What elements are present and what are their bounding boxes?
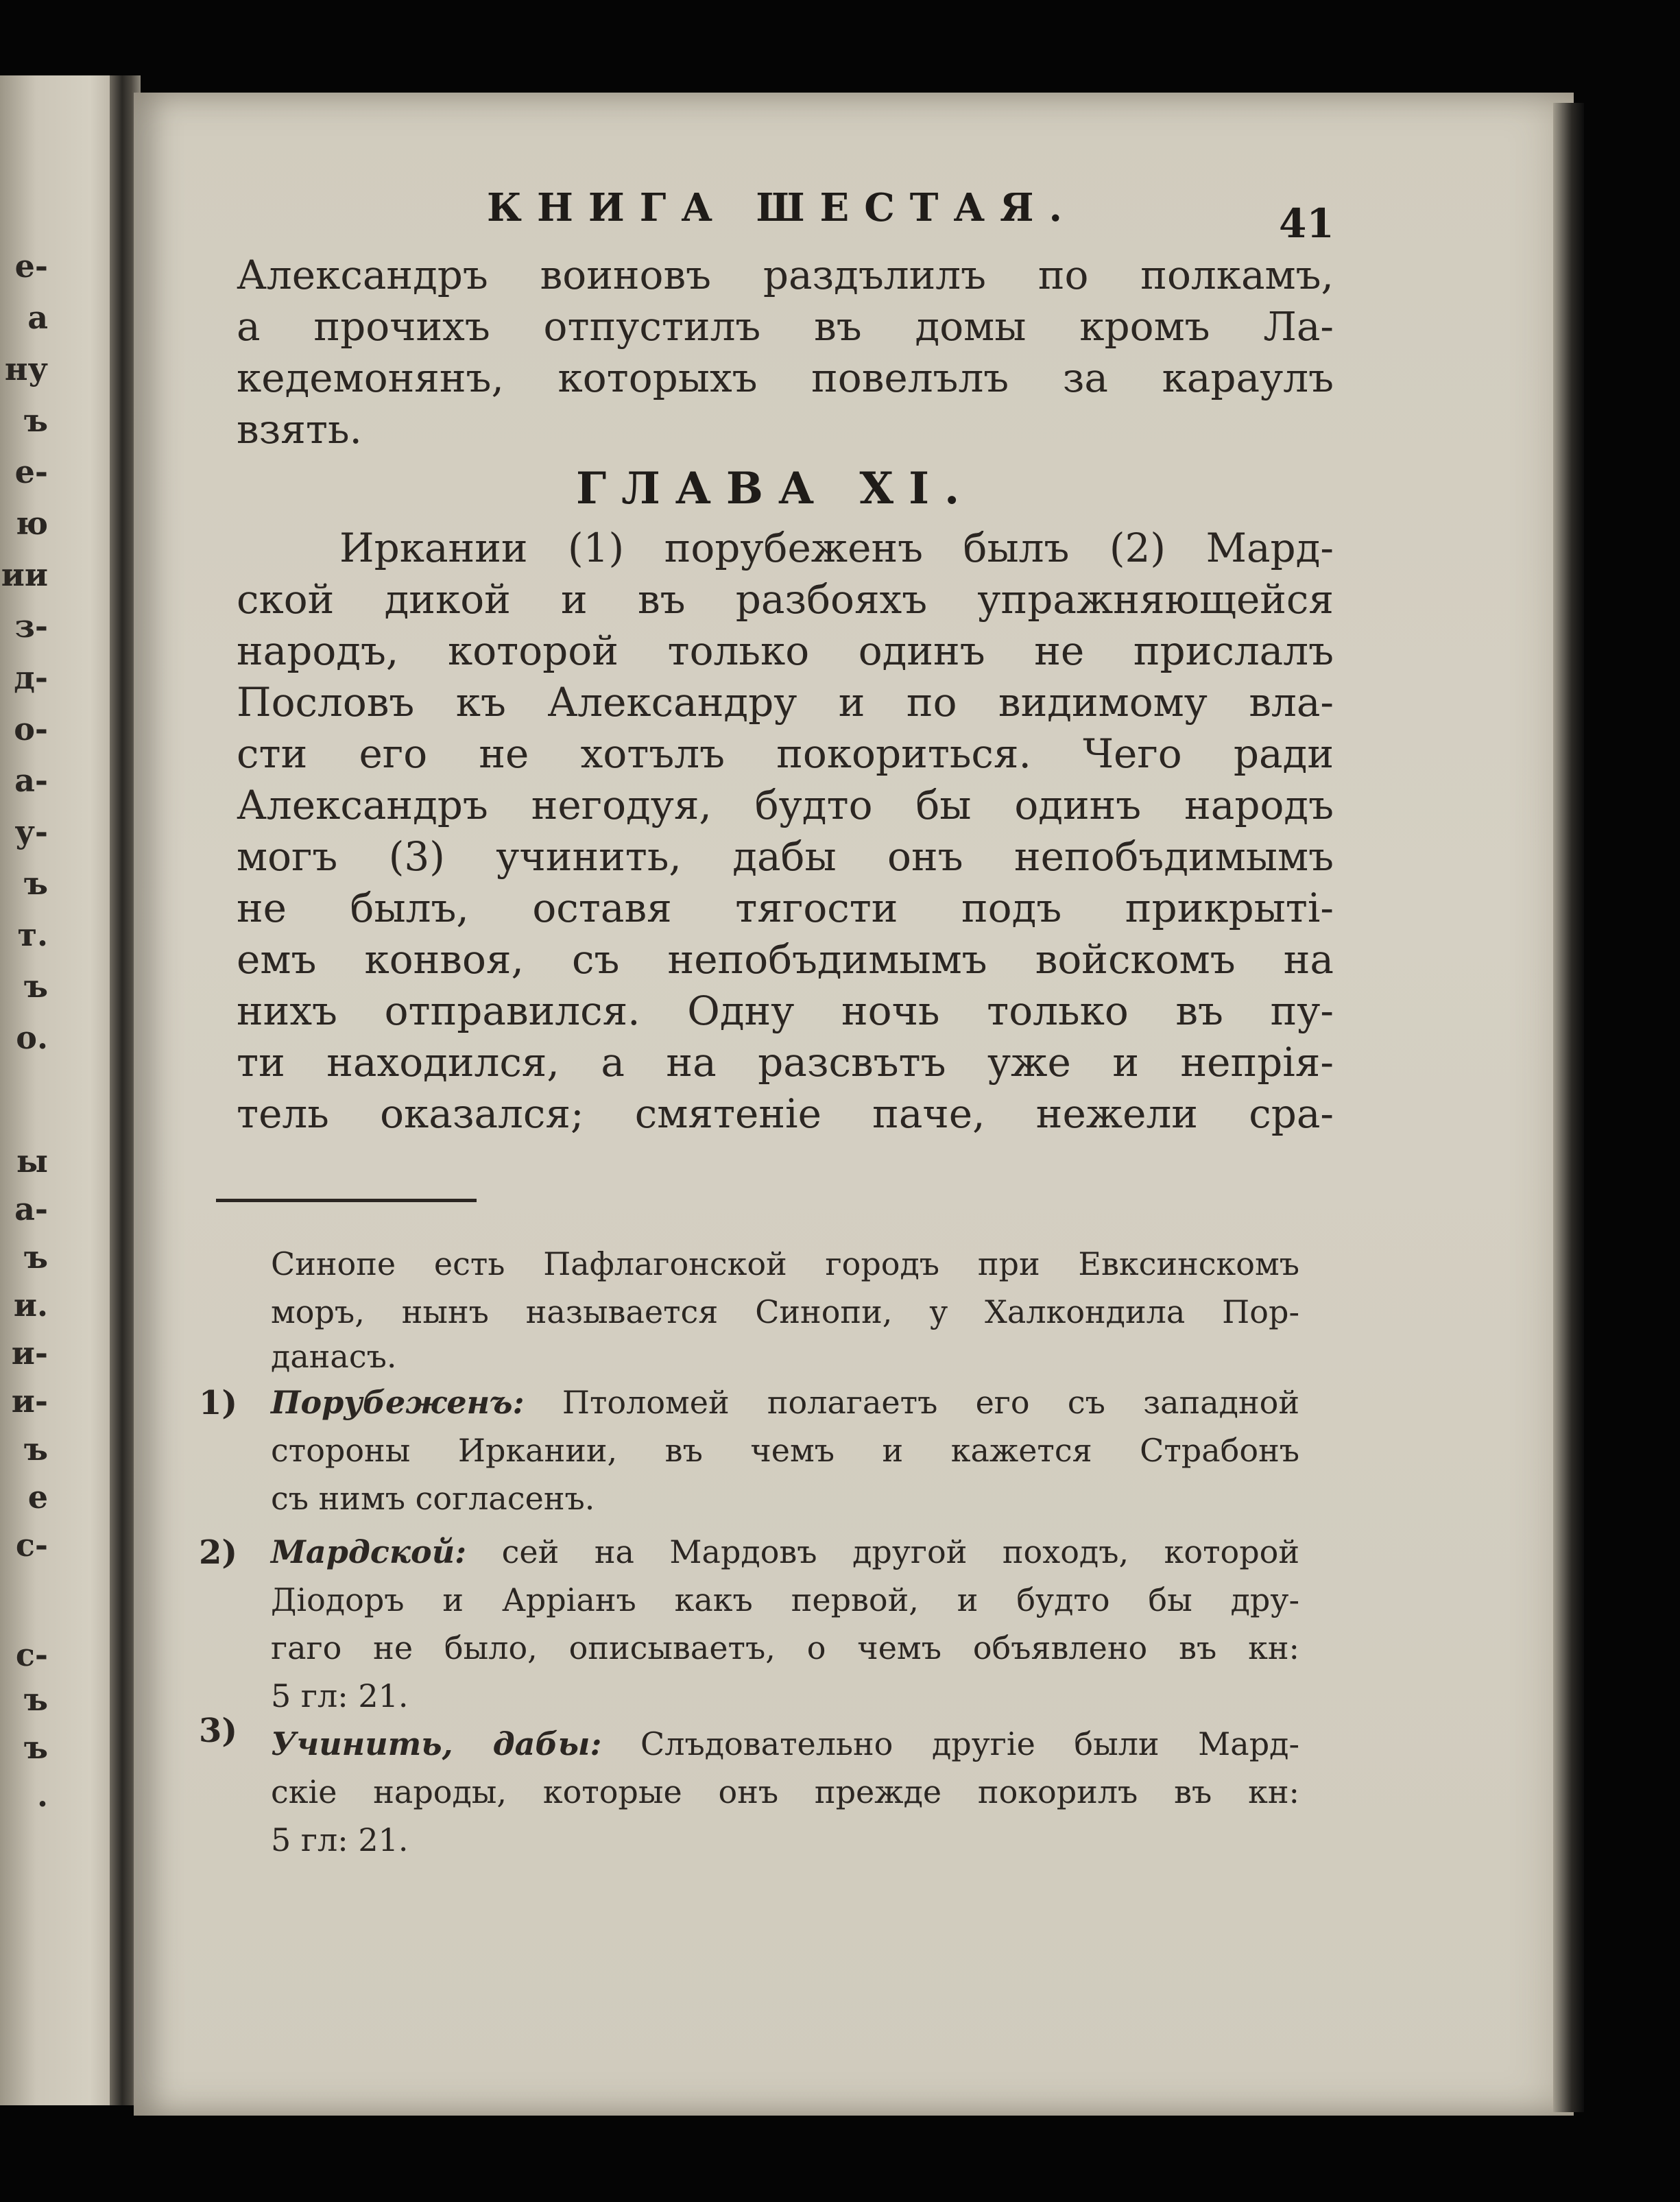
body-text-line: не былъ, оставя тягости подъ прикрытi- xyxy=(237,885,1334,931)
body-text-line: а прочихъ отпустилъ въ домы кромъ Ла- xyxy=(237,303,1334,350)
page-edge-shadow xyxy=(1553,103,1584,2112)
body-text-line: сти его не хотълъ покориться. Чего ради xyxy=(237,730,1334,777)
footnote-line: съ нимъ согласенъ. xyxy=(271,1480,595,1517)
footnote-text: Слъдовательно другiе были Мард- xyxy=(640,1725,1300,1762)
left-page-fragment: ъ xyxy=(23,1729,48,1766)
footnote-marker: 1) xyxy=(199,1384,238,1422)
left-page-fragment: ъ xyxy=(23,402,48,439)
footnote-text: Птоломей полагаетъ его съ западной xyxy=(562,1384,1299,1421)
footnote-line: Синопе есть Пафлагонской городъ при Евксинскомъ xyxy=(271,1245,1299,1282)
left-page-fragment: о- xyxy=(14,710,48,747)
body-text-line: взять. xyxy=(237,406,362,453)
left-page-fragment: ъ xyxy=(23,865,48,902)
left-page-fragment: ии xyxy=(1,556,48,593)
body-text-line: тель оказался; смятенiе паче, нежели сра- xyxy=(237,1090,1334,1137)
left-page-fragment: ю xyxy=(15,505,48,542)
footnote-line: данасъ. xyxy=(271,1338,397,1375)
footnote-term: Мардской: xyxy=(271,1533,467,1570)
left-page-fragment: о. xyxy=(16,1019,48,1056)
footnote-marker: 3) xyxy=(199,1712,238,1750)
footnote-marker: 2) xyxy=(199,1533,238,1572)
left-page-fragment: ъ xyxy=(23,1681,48,1718)
footnote-line xyxy=(271,1725,1300,1762)
footnote-line: Дiодоръ и Аррiанъ какъ первой, и будто бы дру- xyxy=(271,1581,1299,1618)
left-page-fragment: е xyxy=(27,1479,48,1516)
footnote-rule xyxy=(216,1199,477,1202)
footnote-line: стороны Иркании, въ чемъ и кажется Страбонъ xyxy=(271,1432,1299,1469)
body-text-line: Александръ воиновъ раздълилъ по полкамъ, xyxy=(237,252,1334,298)
running-head: КНИГА ШЕСТАЯ. xyxy=(487,185,1077,230)
body-text-line: нихъ отправился. Одну ночь только въ пу- xyxy=(237,988,1334,1034)
body-text-line: народъ, которой только одинъ не прислалъ xyxy=(237,627,1334,674)
left-page-fragment: с- xyxy=(15,1636,48,1673)
body-text-line: могъ (3) учинить, дабы онъ непобъдимымъ xyxy=(237,833,1334,880)
left-page-fragment: д- xyxy=(14,659,48,696)
previous-page-edge xyxy=(0,75,120,2105)
left-page-fragment: у- xyxy=(14,813,48,850)
left-page-fragment: а- xyxy=(14,1190,48,1228)
left-page-fragment: ъ xyxy=(23,1238,48,1276)
body-text-line: емъ конвоя, съ непобъдимымъ войскомъ на xyxy=(237,936,1334,983)
body-text-line: ти находился, а на разсвътъ уже и непрiя- xyxy=(237,1039,1334,1086)
left-page-fragment: т. xyxy=(17,916,48,953)
footnote-line: 5 гл: 21. xyxy=(271,1677,409,1714)
page-number: 41 xyxy=(1279,200,1334,247)
footnote-line: 5 гл: 21. xyxy=(271,1821,409,1858)
left-page-fragment: а- xyxy=(14,762,48,799)
body-text-line: Пословъ къ Александру и по видимому вла- xyxy=(237,679,1334,726)
chapter-heading: ГЛАВА XI. xyxy=(576,463,975,514)
body-text-line: Иркании (1) порубеженъ былъ (2) Мард- xyxy=(339,525,1334,571)
footnote-text: сей на Мардовъ другой походъ, которой xyxy=(501,1533,1300,1570)
left-page-fragment: з- xyxy=(14,608,48,645)
left-page-fragment: ъ xyxy=(23,1431,48,1468)
left-page-fragment: а xyxy=(27,299,48,336)
left-page-fragment: и- xyxy=(11,1383,48,1420)
left-page-fragment: е- xyxy=(14,248,48,285)
footnote-term: Порубеженъ: xyxy=(271,1384,525,1421)
left-page-fragment: ъ xyxy=(23,968,48,1005)
footnote-line: моръ, нынъ называется Синопи, у Халкондила Пор- xyxy=(271,1293,1299,1330)
footnote-line xyxy=(271,1384,1299,1421)
left-page-fragment: е- xyxy=(14,453,48,490)
footnote-line: скiе народы, которые онъ прежде покорилъ въ кн: xyxy=(271,1773,1299,1810)
body-text-line: Александръ негодуя, будто бы одинъ народъ xyxy=(237,782,1334,828)
footnote-line xyxy=(271,1533,1300,1570)
left-page-fragment: и. xyxy=(13,1287,48,1324)
body-text-line: кедемонянъ, которыхъ повелълъ за караулъ xyxy=(237,355,1334,401)
body-text-line: ской дикой и въ разбояхъ упражняющейся xyxy=(237,576,1334,623)
footnote-line: гаго не было, описываетъ, о чемъ объявлено въ кн: xyxy=(271,1629,1299,1666)
left-page-fragment: и- xyxy=(11,1335,48,1372)
left-page-fragment: . xyxy=(36,1777,48,1814)
footnote-term: Учинить, дабы: xyxy=(271,1725,602,1762)
left-page-fragment: ы xyxy=(16,1142,48,1180)
left-page-fragment: ну xyxy=(4,350,48,387)
left-page-fragment: с- xyxy=(15,1527,48,1564)
